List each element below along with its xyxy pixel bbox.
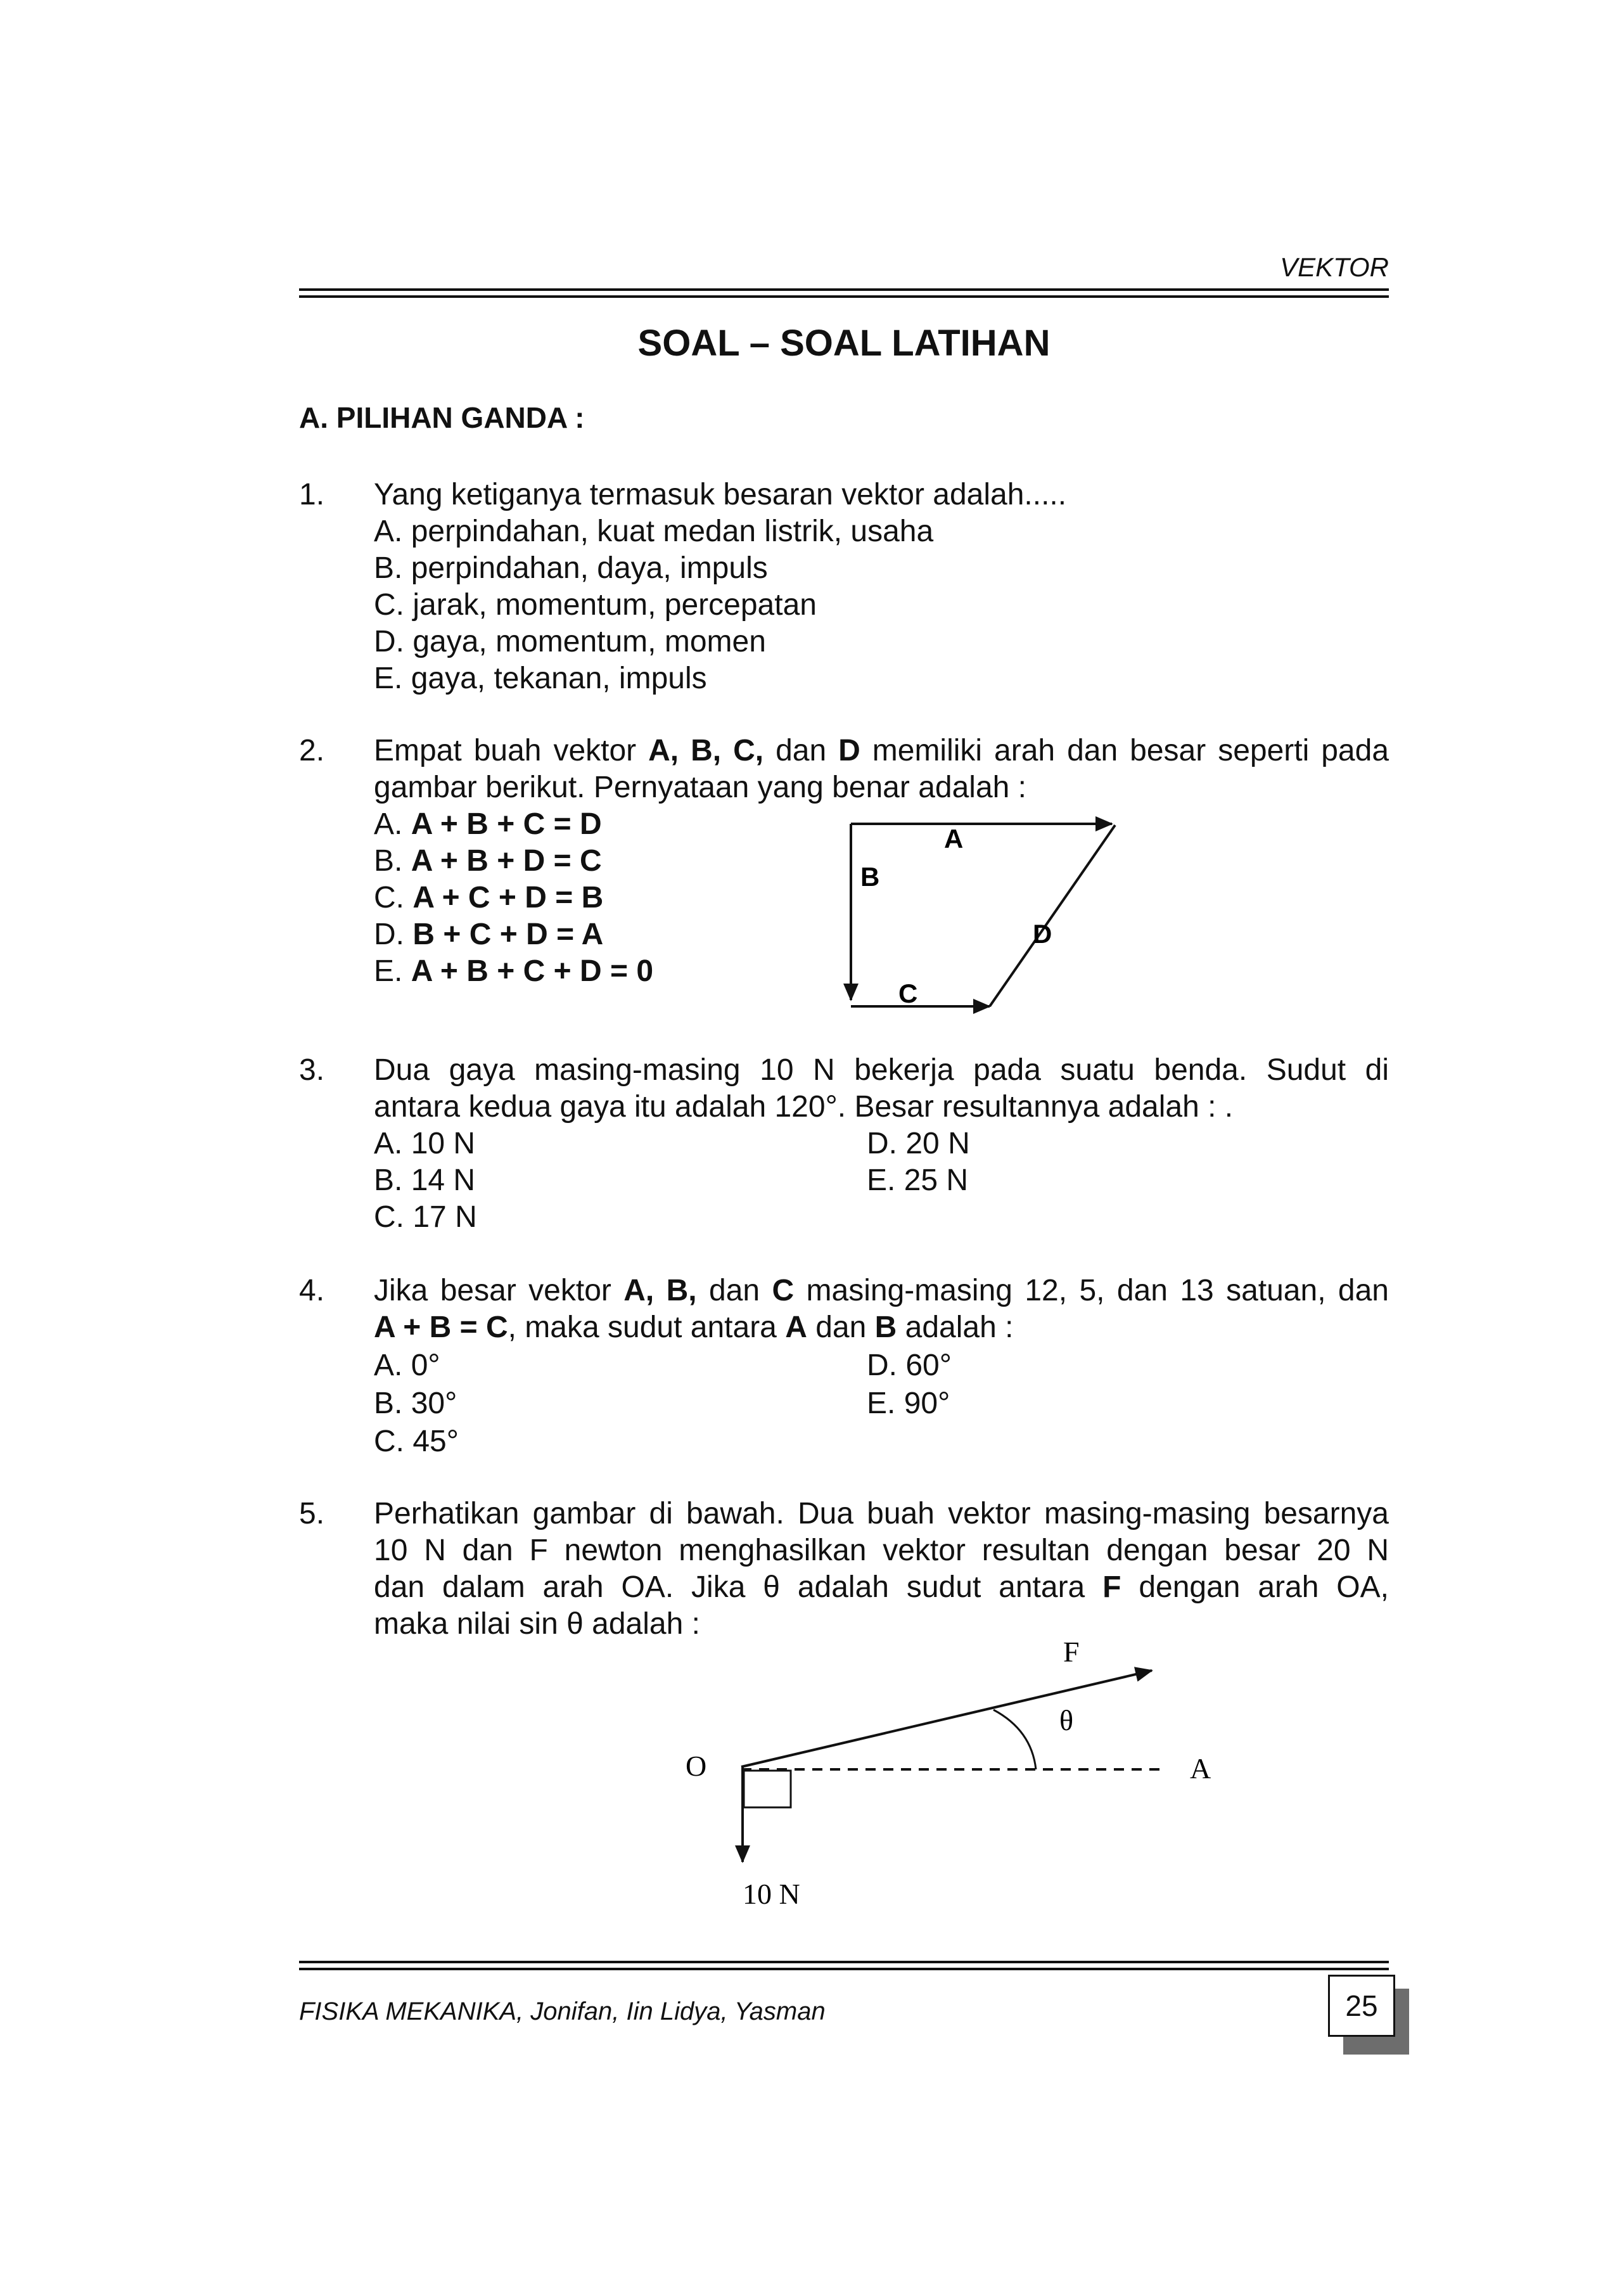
q3-option-d: D. 20 N xyxy=(867,1127,970,1160)
q3-number: 3. xyxy=(299,1053,325,1087)
q2-line-1: Empat buah vektor A, B, C, dan D memiliki arah dan besar seperti pada xyxy=(374,734,1389,767)
q5-line-2: 10 N dan F newton menghasilkan vektor resultan dengan besar 20 N xyxy=(374,1534,1389,1567)
q3-line-2: antara kedua gaya itu adalah 120°. Besar resultannya adalah : . xyxy=(374,1090,1234,1124)
q5-line-3: dan dalam arah OA. Jika θ adalah sudut antara F dengan arah OA, xyxy=(374,1570,1389,1604)
page-title: SOAL – SOAL LATIHAN xyxy=(637,323,1050,364)
q1-option-b: B. perpindahan, daya, impuls xyxy=(374,551,768,585)
q5-force-diagram xyxy=(672,1635,1242,1927)
label-c: C xyxy=(898,978,918,1008)
q2-line-2: gambar berikut. Pernyataan yang benar adalah : xyxy=(374,771,1027,804)
label-a: A xyxy=(1190,1752,1211,1785)
q4-option-e: E. 90° xyxy=(867,1387,950,1420)
q4-line-2: A + B = C, maka sudut antara A dan B adalah : xyxy=(374,1311,1014,1344)
q1-option-e: E. gaya, tekanan, impuls xyxy=(374,662,707,695)
q2-option-e: E. A + B + C + D = 0 xyxy=(374,954,654,988)
q4-option-d: D. 60° xyxy=(867,1349,952,1382)
label-theta: θ xyxy=(1059,1704,1074,1736)
vector-f-arrow xyxy=(741,1671,1152,1767)
q3-option-c: C. 17 N xyxy=(374,1200,477,1234)
page-number: 25 xyxy=(1328,1975,1395,2037)
label-d: D xyxy=(1033,919,1052,949)
header-rule-bottom xyxy=(299,295,1389,298)
section-heading: A. PILIHAN GANDA : xyxy=(299,401,585,434)
footer-rule-top xyxy=(299,1961,1389,1963)
q4-line-1: Jika besar vektor A, B, dan C masing-masing 12, 5, dan 13 satuan, dan xyxy=(374,1274,1389,1307)
footer-citation: FISIKA MEKANIKA, Jonifan, Iin Lidya, Yasman xyxy=(299,1998,826,2025)
label-f: F xyxy=(1063,1636,1080,1668)
q4-option-a: A. 0° xyxy=(374,1349,440,1382)
q2-option-b: B. A + B + D = C xyxy=(374,844,602,878)
chapter-header: VEKTOR xyxy=(1280,252,1389,282)
q2-option-a: A. A + B + C = D xyxy=(374,807,602,841)
q3-option-b: B. 14 N xyxy=(374,1164,476,1197)
q2-number: 2. xyxy=(299,734,325,767)
label-o: O xyxy=(686,1750,707,1782)
label-10n: 10 N xyxy=(743,1878,800,1910)
q3-line-1: Dua gaya masing-masing 10 N bekerja pada suatu benda. Sudut di xyxy=(374,1053,1389,1087)
q1-option-d: D. gaya, momentum, momen xyxy=(374,625,766,658)
q3-option-e: E. 25 N xyxy=(867,1164,969,1197)
q2-option-c: C. A + C + D = B xyxy=(374,881,604,914)
q5-line-4: maka nilai sin θ adalah : xyxy=(374,1607,700,1641)
label-a: A xyxy=(944,824,964,854)
q3-option-a: A. 10 N xyxy=(374,1127,476,1160)
q5-number: 5. xyxy=(299,1497,325,1530)
q1-text: Yang ketiganya termasuk besaran vektor adalah..... xyxy=(374,478,1067,511)
q1-option-c: C. jarak, momentum, percepatan xyxy=(374,588,817,622)
theta-arc xyxy=(993,1710,1036,1769)
vector-d-line xyxy=(990,825,1115,1006)
q4-number: 4. xyxy=(299,1274,325,1307)
q2-vector-diagram xyxy=(824,798,1153,1027)
footer-rule-bottom xyxy=(299,1968,1389,1970)
right-angle-marker xyxy=(744,1771,791,1807)
q1-option-a: A. perpindahan, kuat medan listrik, usaha xyxy=(374,515,934,548)
q2-option-d: D. B + C + D = A xyxy=(374,918,604,951)
q4-option-b: B. 30° xyxy=(374,1387,457,1420)
header-rule-top xyxy=(299,288,1389,291)
q5-line-1: Perhatikan gambar di bawah. Dua buah vektor masing-masing besarnya xyxy=(374,1497,1389,1530)
label-b: B xyxy=(860,862,880,892)
q4-option-c: C. 45° xyxy=(374,1425,459,1458)
q1-number: 1. xyxy=(299,478,325,511)
